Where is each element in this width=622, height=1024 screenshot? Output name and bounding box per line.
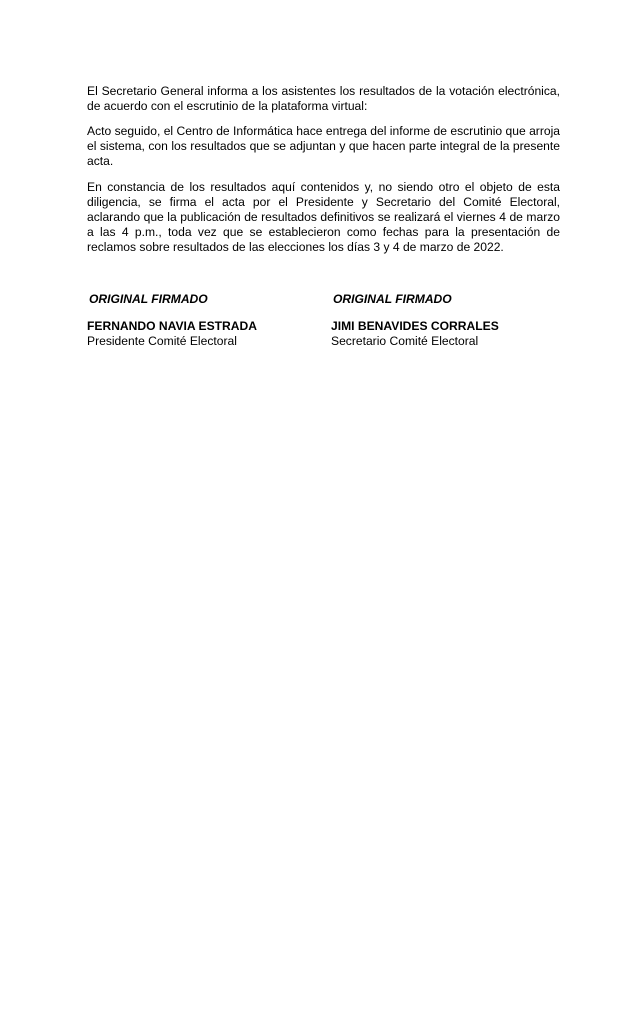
signatory-name: FERNANDO NAVIA ESTRADA [87, 319, 257, 333]
signatory-name: JIMI BENAVIDES CORRALES [331, 319, 499, 333]
signatory-role: Presidente Comité Electoral [87, 334, 237, 348]
paragraph-computing-center-report: Acto seguido, el Centro de Informática hace entrega del informe de escrutinio que arroja el sistema, con los resultados que se adjuntan y que hacen parte integral de la presente acta. [87, 124, 560, 168]
signature-block-president [87, 292, 257, 349]
signatory-role: Secretario Comité Electoral [331, 334, 479, 348]
paragraph-voting-results-intro: El Secretario General informa a los asistentes los resultados de la votación electrónica, de acuerdo con el escrutinio de la plataforma virtual: [87, 84, 560, 113]
paragraph-closing-statement: En constancia de los resultados aquí contenidos y, no siendo otro el objeto de esta diligencia, se firma el acta por el Presidente y Secretario del Comité Electoral, aclarando que la publicación de resultados definitivos se realizará el viernes 4 de marzo a las 4 p.m., toda vez que se establecieron como fechas para la presentación de reclamos sobre resultados de las elecciones los días 3 y 4 de marzo de 2022. [87, 180, 560, 254]
signature-block-secretary [331, 292, 499, 349]
original-signed-stamp: ORIGINAL FIRMADO [333, 292, 452, 306]
original-signed-stamp: ORIGINAL FIRMADO [89, 292, 208, 306]
